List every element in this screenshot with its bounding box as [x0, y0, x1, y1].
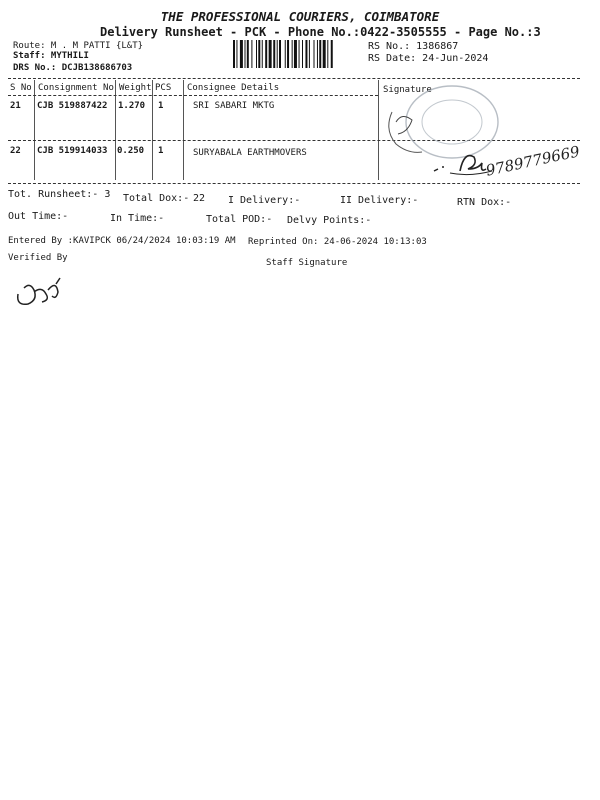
total-dox-value: 22 — [193, 193, 206, 204]
row-pcs: 1 — [158, 101, 164, 111]
in-time: In Time:- — [110, 213, 165, 224]
row-pcs: 1 — [158, 146, 164, 156]
rtn-dox: RTN Dox:- — [457, 197, 512, 208]
staff-field: Staff: MYTHILI — [13, 51, 89, 61]
row-consignment-no: CJB 519914033 — [37, 146, 108, 156]
col-header-pcs: PCS — [155, 83, 172, 93]
total-dox-label: Total Dox:- — [123, 193, 190, 204]
col-header-sno: S No — [10, 83, 32, 93]
row-consignment-no: CJB 519887422 — [37, 101, 108, 111]
row-consignee: SRI SABARI MKTG — [193, 101, 275, 111]
col-header-consignee: Consignee Details — [187, 83, 280, 93]
total-pod: Total POD:- — [206, 214, 273, 225]
staff-signature-label: Staff Signature — [266, 258, 348, 268]
handwritten-phone-number: 9789779669 — [484, 142, 582, 180]
runsheet-subtitle: Delivery Runsheet - PCK - Phone No.:0422-3505555 - Page No.:3 — [100, 25, 541, 39]
ii-delivery: II Delivery:- — [340, 195, 419, 206]
verified-by-label: Verified By — [8, 253, 68, 263]
table-bottom-rule — [8, 183, 580, 184]
delvy-points: Delvy Points:- — [287, 215, 372, 226]
table-top-rule — [8, 78, 580, 79]
reprinted-on: Reprinted On: 24-06-2024 10:13:03 — [248, 237, 427, 247]
row-sno: 21 — [10, 101, 21, 111]
drs-number: DRS No.: DCJB138686703 — [13, 63, 133, 73]
header-rule — [8, 95, 378, 96]
verifier-signature — [12, 272, 68, 312]
row-weight: 0.250 — [117, 146, 145, 156]
document-title: THE PROFESSIONAL COURIERS, COIMBATORE — [160, 9, 440, 24]
barcode-image — [233, 40, 361, 68]
rs-date: RS Date: 24-Jun-2024 — [368, 53, 489, 64]
rs-number: RS No.: 1386867 — [368, 41, 459, 52]
out-time: Out Time:- — [8, 211, 69, 222]
row-sno: 22 — [10, 146, 21, 156]
tot-runsheet: Tot. Runsheet:- 3 — [8, 189, 111, 200]
row-consignee: SURYABALA EARTHMOVERS — [193, 148, 307, 158]
route-field: Route: M . M PATTI {L&T} — [13, 41, 144, 51]
col-header-consignment: Consignment No — [38, 83, 114, 93]
i-delivery: I Delivery:- — [228, 195, 301, 206]
col-header-weight: Weight — [119, 83, 152, 93]
entered-by: Entered By :KAVIPCK 06/24/2024 10:03:19 AM — [8, 236, 236, 246]
row-weight: 1.270 — [118, 101, 146, 111]
col-header-signature: Signature — [383, 85, 432, 95]
